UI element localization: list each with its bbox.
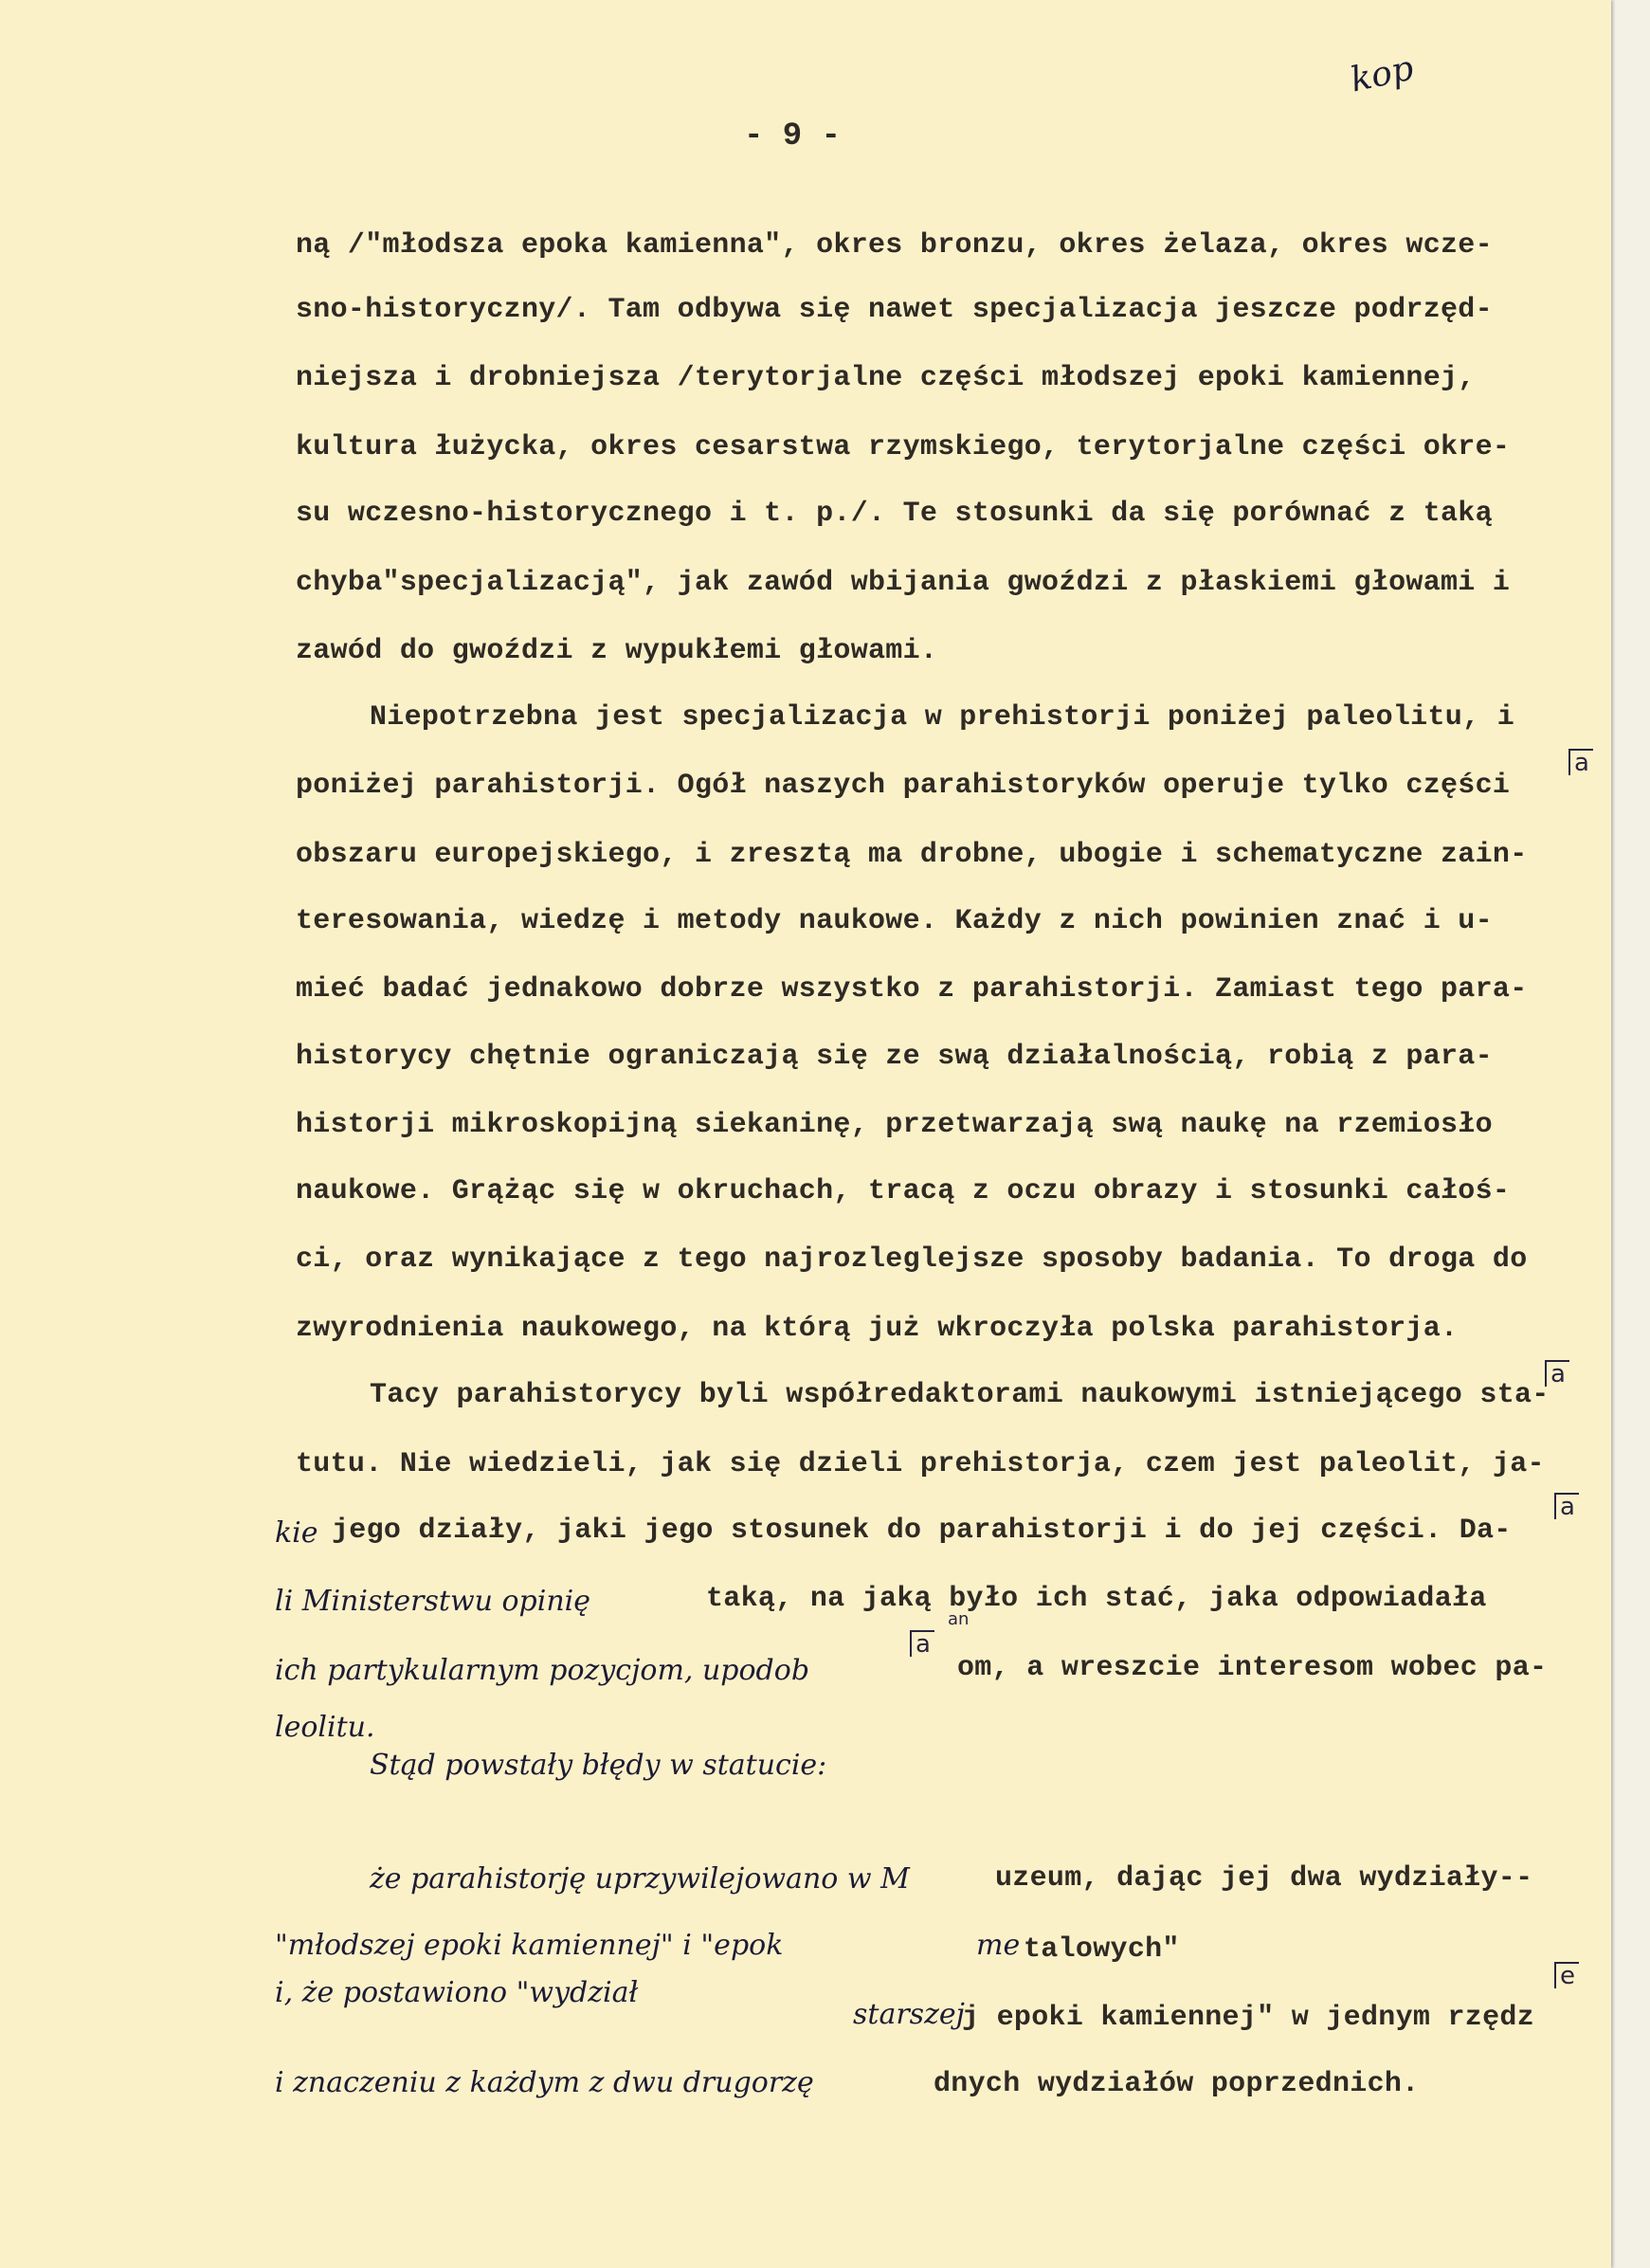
- handwritten-insert: leolitu.: [275, 1711, 375, 1744]
- handwritten-insert: starszej: [853, 1998, 965, 2031]
- margin-correction-mark: a: [1545, 1360, 1569, 1387]
- page-number: - 9 -: [744, 118, 842, 154]
- typed-line: poniżej parahistorji. Ogół naszych parahistoryków operuje tylko części: [296, 770, 1511, 802]
- typed-line: obszaru europejskiego, i zresztą ma drobne, ubogie i schematyczne zain-: [296, 839, 1528, 871]
- typed-line: zwyrodnienia naukowego, na którą już wkroczyła polska parahistorja.: [296, 1313, 1459, 1345]
- margin-correction-mark: a: [1554, 1493, 1579, 1519]
- typed-line: ci, oraz wynikające z tego najrozleglejsze sposoby badania. To droga do: [296, 1243, 1528, 1276]
- typed-line: talowych": [1024, 1933, 1180, 1966]
- typed-line: j epoki kamiennej" w jednym rzędz: [962, 2002, 1534, 2034]
- handwritten-insert: me: [976, 1929, 1021, 1962]
- typed-line: dnych wydziałów poprzednich.: [934, 2068, 1420, 2100]
- typed-line: historji mikroskopijną siekaninę, przetwarzają swą naukę na rzemiosło: [296, 1109, 1493, 1141]
- typed-line: tutu. Nie wiedzieli, jak się dzieli prehistorja, czem jest paleolit, ja-: [296, 1448, 1545, 1480]
- typed-line: sno-historyczny/. Tam odbywa się nawet specjalizacja jeszcze podrzęd-: [296, 294, 1493, 326]
- typed-line: ną /"młodsza epoka kamienna", okres bronzu, okres żelaza, okres wcze-: [296, 229, 1493, 262]
- handwritten-insert: ich partykularnym pozycjom, upodob: [275, 1654, 810, 1687]
- typed-line: Niepotrzebna jest specjalizacja w prehistorji poniżej paleolitu, i: [370, 701, 1514, 734]
- typed-line: jego działy, jaki jego stosunek do parahistorji i do jej części. Da-: [332, 1515, 1512, 1547]
- typed-line: zawód do gwoździ z wypukłemi głowami.: [296, 635, 938, 667]
- handwritten-insert: i, że postawiono "wydział: [275, 1976, 639, 2009]
- typed-line: su wczesno-historycznego i t. p./. Te stosunki da się porównać z taką: [296, 498, 1493, 530]
- handwritten-insert: li Ministerstwu opinię: [275, 1585, 591, 1618]
- typed-line: historycy chętnie ograniczają się ze swą działalnością, robią z para-: [296, 1041, 1493, 1073]
- typed-line: kultura łużycka, okres cesarstwa rzymskiego, terytorjalne części okre-: [296, 431, 1511, 463]
- handwritten-insert: i znaczeniu z każdym z dwu drugorzę: [275, 2066, 814, 2099]
- typed-line: chyba"specjalizacją", jak zawód wbijania gwoździ z płaskiemi głowami i: [296, 567, 1511, 599]
- typed-line: Tacy parahistorycy byli współredaktorami naukowymi istniejącego sta-: [370, 1379, 1550, 1411]
- typed-line: naukowe. Grążąc się w okruchach, tracą z oczu obrazy i stosunki całoś-: [296, 1175, 1511, 1207]
- handwritten-insert: "młodszej epoki kamiennej" i "epok: [275, 1929, 784, 1962]
- handwritten-insert: Stąd powstały błędy w statucie:: [370, 1749, 827, 1782]
- typed-line: om, a wreszcie interesom wobec pa-: [957, 1652, 1548, 1684]
- margin-correction-mark: a: [910, 1630, 934, 1657]
- corner-annotation: kop: [1347, 48, 1418, 100]
- typed-line: taką, na jaką było ich stać, jaka odpowiadała: [706, 1583, 1487, 1615]
- handwritten-insert: że parahistorję uprzywilejowano w M: [370, 1862, 910, 1896]
- typed-line: niejsza i drobniejsza /terytorjalne części młodszej epoki kamiennej,: [296, 362, 1476, 394]
- typed-line: uzeum, dając jej dwa wydziały--: [995, 1862, 1533, 1895]
- handwritten-insert: kie: [275, 1516, 318, 1550]
- typed-line: mieć badać jednakowo dobrze wszystko z parahistorji. Zamiast tego para-: [296, 973, 1528, 1006]
- margin-correction-mark: an: [948, 1609, 970, 1629]
- typed-line: teresowania, wiedzę i metody naukowe. Każdy z nich powinien znać i u-: [296, 905, 1493, 937]
- margin-correction-mark: e: [1554, 1962, 1579, 1988]
- margin-correction-mark: a: [1568, 749, 1593, 775]
